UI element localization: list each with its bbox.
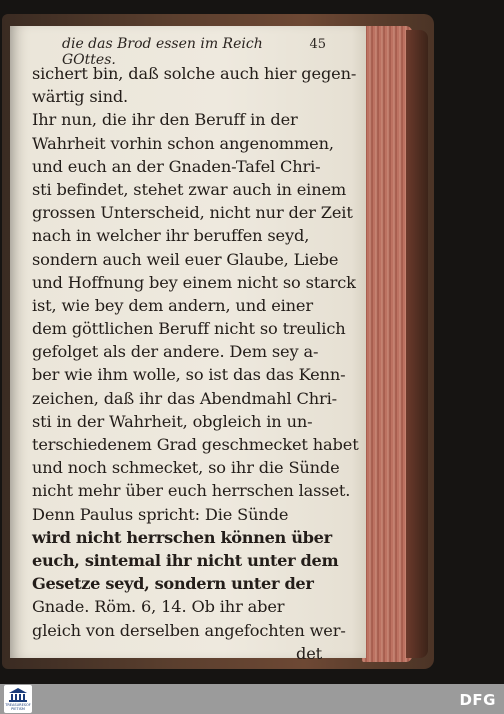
dfg-logo[interactable]: DFG <box>459 691 496 709</box>
text-line-emphasis: Gesetze seyd, sondern unter der <box>32 574 314 594</box>
text-line: wärtig sind. <box>32 87 129 107</box>
back-board-edge <box>406 30 428 658</box>
text-line: sti in der Wahrheit, obgleich in un- <box>32 411 313 431</box>
building-icon <box>8 687 28 703</box>
text-line: gefolget als der andere. Dem sey a- <box>32 342 319 362</box>
text-line: ist, wie bey dem andern, und einer <box>32 295 313 315</box>
text-line: dem göttlichen Beruff nicht so treulich <box>32 319 346 339</box>
text-line: sichert bin, daß solche auch hier gegen- <box>32 64 357 83</box>
text-line: sti befindet, stehet zwar auch in einem <box>32 179 347 199</box>
running-header <box>62 36 326 68</box>
text-line: und noch schmecket, so ihr die Sünde <box>32 458 340 478</box>
text-line: zeichen, daß ihr das Abendmahl Chri- <box>32 388 337 408</box>
left-logo-label: TREASURESOF PIETISM <box>5 703 31 711</box>
text-line: Ihr nun, die ihr den Beruff in der <box>32 110 298 130</box>
text-line-emphasis: euch, sintemal ihr nicht unter dem <box>32 550 339 570</box>
page-edges <box>362 26 412 662</box>
text-line: nach in welcher ihr beruffen seyd, <box>32 226 310 246</box>
text-line: nicht mehr über euch herrschen lasset. <box>32 481 351 501</box>
text-line: Wahrheit vorhin schon angenommen, <box>32 133 334 153</box>
text-line: grossen Unterscheid, nicht nur der Zeit <box>32 203 353 223</box>
text-line: und euch an der Gnaden-Tafel Chri- <box>32 156 321 176</box>
text-line: Denn Paulus spricht: Die Sünde <box>32 504 289 524</box>
viewer-footer-bar <box>0 684 504 714</box>
text-line: ber wie ihm wolle, so ist das das Kenn- <box>32 365 346 385</box>
treasures-of-pietism-logo[interactable] <box>4 685 32 713</box>
page-text <box>32 62 359 665</box>
text-line: terschiedenem Grad geschmecket habet <box>32 435 359 454</box>
page-number: 45 <box>309 37 326 52</box>
catchword: det <box>296 643 322 663</box>
text-line-emphasis: wird nicht herrschen können über <box>32 527 332 547</box>
text-line: Gnade. Röm. 6, 14. Ob ihr aber <box>32 597 285 617</box>
text-line: und Hoffnung bey einem nicht so starck <box>32 272 356 292</box>
text-line: sondern auch weil euer Glaube, Liebe <box>32 249 339 269</box>
text-line: gleich von derselben angefochten wer- <box>32 620 346 640</box>
running-title: die das Brod essen im Reich GOttes. <box>62 36 263 68</box>
